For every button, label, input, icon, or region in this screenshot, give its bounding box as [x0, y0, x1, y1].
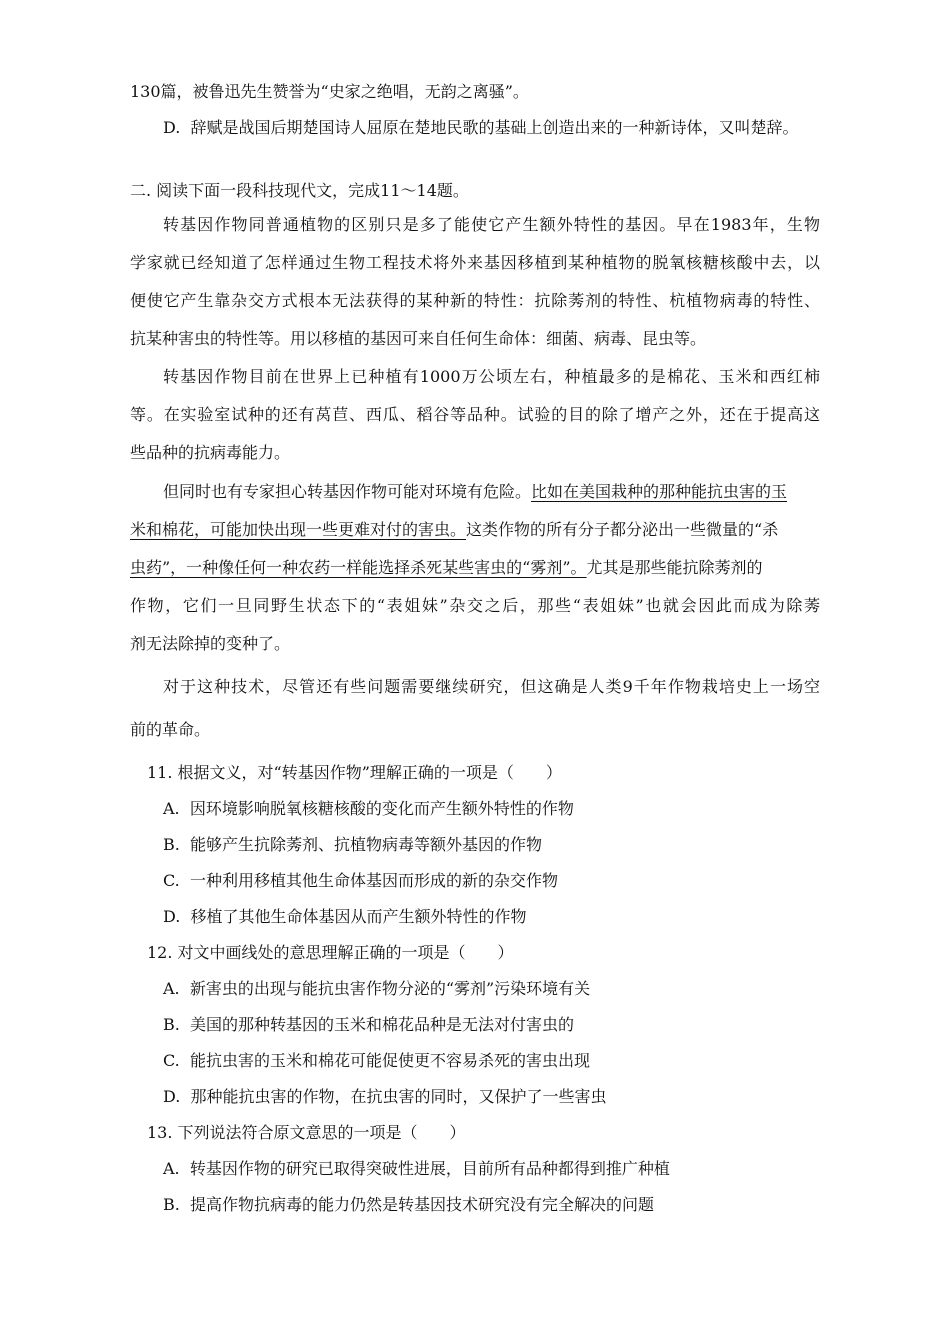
- option-label: B.: [163, 1015, 180, 1034]
- option-text: 提高作物抗病毒的能力仍然是转基因技术研究没有完全解决的问题: [190, 1195, 655, 1214]
- plain-text: 尤其是那些能抗除莠剂的: [586, 558, 763, 577]
- section-heading: 二. 阅读下面一段科技现代文，完成11～14题。: [130, 181, 469, 200]
- question-stem: 13. 下列说法符合原文意思的一项是（ ）: [147, 1123, 466, 1142]
- passage-line: [130, 519, 778, 541]
- option-text: 新害虫的出现与能抗虫害作物分泌的“雾剂”污染环境有关: [189, 979, 591, 998]
- passage-line: 便使它产生靠杂交方式根本无法获得的某种新的特性：抗除莠剂的特性、杭植物病毒的特性、: [130, 291, 820, 310]
- option-text: 美国的那种转基因的玉米和棉花品种是无法对付害虫的: [190, 1015, 575, 1034]
- passage-line: 学家就已经知道了怎样通过生物工程技术将外来基因移植到某种植物的脱氧核糖核酸中去，以: [130, 253, 820, 272]
- option-label: A.: [163, 979, 180, 998]
- passage-line: 转基因作物同普通植物的区别只是多了能使它产生额外特性的基因。早在1983年，生物: [163, 215, 820, 234]
- option-label: D.: [163, 1087, 181, 1106]
- option-label: B.: [163, 835, 180, 854]
- option-text: 能抗虫害的玉米和棉花可能促使更不容易杀死的害虫出现: [189, 1051, 590, 1070]
- passage-line: 作物，它们一旦同野生状态下的“表姐妹”杂交之后，那些“表姐妹”也就会因此而成为除莠: [130, 596, 820, 615]
- option-text: 一种利用移植其他生命体基因而形成的新的杂交作物: [189, 871, 558, 890]
- option-a: [163, 798, 574, 820]
- option-label: A.: [163, 799, 180, 818]
- option-a: [163, 978, 590, 1000]
- option-label: D.: [163, 118, 181, 137]
- option-text: 能够产生抗除莠剂、抗植物病毒等额外基因的作物: [190, 835, 543, 854]
- underlined-text: 虫药”，一种像任何一种农药一样能选择杀死某些害虫的“雾剂”。: [130, 558, 587, 577]
- passage-line: 抗某种害虫的特性等。用以移植的基因可来自任何生命体：细菌、病毒、昆虫等。: [130, 329, 707, 348]
- option-text: 那种能抗虫害的作物，在抗虫害的同时，又保护了一些害虫: [190, 1087, 607, 1106]
- option-text: 辞赋是战国后期楚国诗人屈原在楚地民歌的基础上创造出来的一种新诗体，又叫楚辞。: [190, 118, 799, 137]
- option-text: 因环境影响脱氧核糖核酸的变化而产生额外特性的作物: [189, 799, 574, 818]
- option-label: C.: [163, 1051, 180, 1070]
- option-label: D.: [163, 907, 181, 926]
- option-d: [163, 1086, 607, 1108]
- option-b: [163, 1014, 574, 1036]
- underlined-text: 米和棉花，可能加快出现一些更难对付的害虫。: [130, 520, 467, 539]
- question-stem: 11. 根据文义，对“转基因作物”理解正确的一项是（ ）: [147, 763, 562, 782]
- option-b: [163, 834, 542, 856]
- passage-line: [130, 557, 763, 579]
- option-label: C.: [163, 871, 180, 890]
- plain-text: 这类作物的所有分子都分泌出一些微量的“杀: [466, 520, 779, 539]
- passage-line: 等。在实验室试种的还有莴苣、西瓜、稻谷等品种。试验的目的除了增产之外，还在于提高这: [130, 405, 820, 424]
- passage-line: 前的革命。: [130, 720, 211, 739]
- option-text: 转基因作物的研究已取得突破性进展，目前所有品种都得到推广种植: [189, 1159, 670, 1178]
- passage-line: [163, 481, 787, 503]
- option-c: [163, 1050, 590, 1072]
- option-c: [163, 870, 558, 892]
- passage-line: 剂无法除掉的变种了。: [130, 634, 291, 653]
- plain-text: 但同时也有专家担心转基因作物可能对环境有危险。: [163, 482, 532, 501]
- option-d: [163, 906, 527, 928]
- prev-option-c-tail: 130篇，被鲁迅先生赞誉为“史家之绝唱，无韵之离骚”。: [130, 82, 529, 101]
- question-stem: 12. 对文中画线处的意思理解正确的一项是（ ）: [147, 943, 514, 962]
- prev-option-d: [163, 117, 799, 139]
- option-label: A.: [163, 1159, 180, 1178]
- option-text: 移植了其他生命体基因从而产生额外特性的作物: [190, 907, 527, 926]
- option-b: [163, 1194, 654, 1216]
- passage-line: 对于这种技术，尽管还有些问题需要继续研究，但这确是人类9千年作物栽培史上一场空: [163, 677, 820, 696]
- underlined-text: 比如在美国栽种的那种能抗虫害的玉: [531, 482, 788, 501]
- option-a: [163, 1158, 670, 1180]
- passage-line: 转基因作物目前在世界上已种植有1000万公顷左右，种植最多的是棉花、玉米和西红柿: [163, 367, 820, 386]
- option-label: B.: [163, 1195, 180, 1214]
- passage-line: 些品种的抗病毒能力。: [130, 443, 291, 462]
